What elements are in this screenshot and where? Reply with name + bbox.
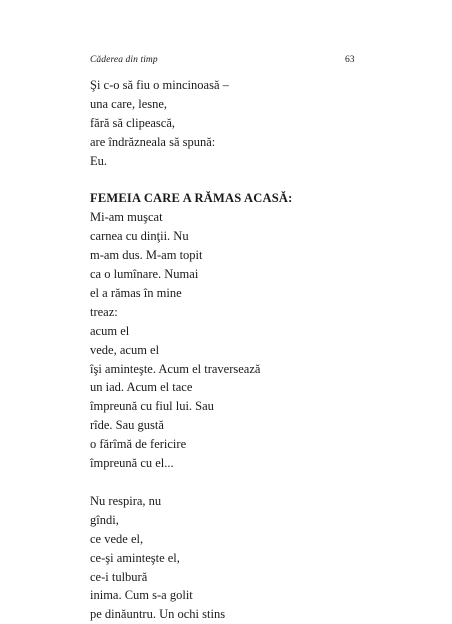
- verse-line: ce-şi aminteşte el,: [90, 550, 180, 565]
- verse-line: un iad. Acum el tace: [90, 380, 193, 395]
- verse-line: Eu.: [90, 153, 108, 168]
- verse-line: el a rămas în mine: [90, 285, 182, 300]
- verse-line: Şi c-o să fiu o mincinoasă –: [90, 78, 229, 92]
- verse-line: m-am dus. M-am topit: [90, 248, 203, 263]
- verse-line: inima. Cum s-a golit: [90, 588, 193, 603]
- verse-line: îşi aminteşte. Acum el traversează: [90, 361, 261, 376]
- poem-text: [90, 76, 390, 624]
- verse-line: acum el: [90, 323, 130, 338]
- speaker-heading: FEMEIA CARE A RĂMAS ACASĂ:: [90, 191, 293, 206]
- verse-line: gîndi,: [90, 512, 119, 527]
- verse-line: o fărîmă de fericire: [90, 437, 187, 452]
- stanza-1: [90, 76, 390, 171]
- stanza-3: [90, 492, 390, 624]
- verse-line: carnea cu dinţii. Nu: [90, 229, 189, 244]
- verse-line: rîde. Sau gustă: [90, 418, 164, 433]
- verse-line: împreună cu el...: [90, 456, 174, 471]
- verse-line: Nu respira, nu: [90, 493, 162, 508]
- verse-line: pe dinăuntru. Un ochi stins: [90, 607, 226, 622]
- verse-line: treaz:: [90, 304, 118, 319]
- verse-line: vede, acum el: [90, 342, 160, 357]
- page-number: 63: [345, 55, 355, 65]
- verse-line: fără să clipească,: [90, 115, 176, 130]
- stanza-2: [90, 189, 390, 473]
- verse-line: are îndrăzneala să spună:: [90, 134, 216, 149]
- verse-line: împreună cu fiul lui. Sau: [90, 399, 214, 414]
- verse-line: una care, lesne,: [90, 96, 168, 111]
- verse-line: ce vede el,: [90, 531, 144, 546]
- verse-line: ca o lumînare. Numai: [90, 267, 199, 282]
- verse-line: Mi-am muşcat: [90, 210, 163, 225]
- running-head-title: Căderea din timp: [90, 55, 158, 65]
- verse-line: ce-i tulbură: [90, 569, 148, 584]
